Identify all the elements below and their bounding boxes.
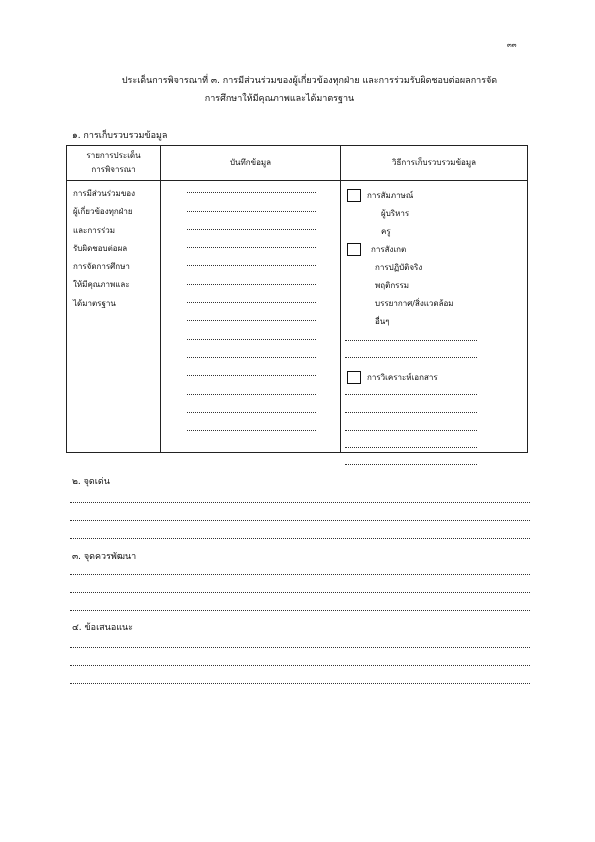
observe-item-environment: บรรยากาศ/สิ่งแวดล้อม [375, 299, 454, 308]
record-line-5[interactable] [187, 248, 316, 266]
record-line-9[interactable] [187, 321, 316, 339]
issue-cell [67, 181, 161, 453]
issue-header-line-1: รายการประเด็น [86, 151, 141, 160]
method-other-line-2[interactable] [345, 356, 477, 358]
interview-row [341, 187, 527, 205]
interview-checkbox[interactable] [347, 189, 361, 202]
method-column-header: วิธีการเก็บรวบรวมข้อมูล [341, 146, 528, 181]
method-cell [341, 181, 528, 453]
issue-header-line-2: การพิจารณา [91, 165, 136, 174]
record-line-3[interactable] [187, 212, 316, 230]
page-number: ๓๓ [507, 41, 517, 49]
document-checkbox[interactable] [347, 371, 361, 384]
record-line-6[interactable] [187, 266, 316, 284]
record-line-12[interactable] [187, 376, 316, 394]
interview-label: การสัมภาษณ์ [367, 191, 414, 200]
page-title-line-1: ประเด็นการพิจารณาที่ ๓. การมีส่วนร่วมของผู้เกี่ยวข้องทุกฝ่าย และการร่วมรับผิดชอบต่อผลการจัด [121, 76, 498, 86]
improvement-line-1[interactable] [70, 573, 530, 575]
record-line-4[interactable] [187, 230, 316, 248]
observe-item-behavior: พฤติกรรม [375, 281, 410, 290]
data-collection-table [66, 145, 528, 453]
issue-line: การมีส่วนร่วมของ [73, 189, 135, 198]
interview-item-executive: ผู้บริหาร [381, 209, 410, 218]
strengths-line-1[interactable] [70, 501, 530, 503]
method-other-line-1[interactable] [345, 339, 477, 341]
record-line-1[interactable] [187, 175, 316, 193]
section-3-heading: ๓. จุดควรพัฒนา [72, 552, 137, 562]
record-line-14[interactable] [187, 413, 316, 431]
strengths-line-2[interactable] [70, 519, 530, 521]
observe-label: การสังเกต [371, 245, 407, 254]
issue-column-header [67, 146, 161, 181]
interview-item-teacher: ครู [381, 227, 391, 236]
page-title-line-2: การศึกษาให้มีคุณภาพและได้มาตรฐาน [204, 94, 355, 104]
issue-line: และการร่วม [73, 225, 116, 235]
document-line-5[interactable] [345, 463, 477, 465]
record-line-10[interactable] [187, 340, 316, 358]
issue-line: ผู้เกี่ยวข้องทุกฝ่าย [73, 207, 133, 217]
section-4-heading: ๔. ข้อเสนอแนะ [72, 623, 134, 633]
issue-line: ได้มาตรฐาน [73, 298, 116, 308]
record-line-11[interactable] [187, 358, 316, 376]
suggestions-line-2[interactable] [70, 664, 530, 666]
document-row [341, 369, 527, 387]
strengths-line-3[interactable] [70, 537, 530, 539]
section-1-heading: ๑. การเก็บรวบรวมข้อมูล [72, 131, 168, 141]
document-line-2[interactable] [345, 411, 477, 413]
document-line-1[interactable] [345, 393, 477, 395]
suggestions-line-1[interactable] [70, 646, 530, 648]
issue-line: ให้มีคุณภาพและ [73, 280, 130, 290]
record-line-7[interactable] [187, 285, 316, 303]
improvement-line-3[interactable] [70, 609, 530, 611]
document-label: การวิเคราะห์เอกสาร [367, 373, 438, 382]
document-line-3[interactable] [345, 429, 477, 431]
document-line-4[interactable] [345, 446, 477, 448]
record-column-header: บันทึกข้อมูล [161, 146, 341, 181]
table-body-row [67, 181, 528, 453]
section-2-heading: ๒. จุดเด่น [72, 477, 110, 487]
improvement-line-2[interactable] [70, 591, 530, 593]
suggestions-line-3[interactable] [70, 682, 530, 684]
record-cell[interactable] [161, 181, 341, 453]
issue-line: รับผิดชอบต่อผล [73, 243, 128, 253]
observe-item-practice: การปฏิบัติจริง [375, 263, 423, 272]
record-line-13[interactable] [187, 395, 316, 413]
issue-line: การจัดการศึกษา [73, 262, 130, 272]
observe-item-other: อื่นๆ [375, 317, 390, 326]
observe-row [341, 241, 527, 259]
record-line-2[interactable] [187, 193, 316, 211]
observe-checkbox[interactable] [347, 243, 361, 256]
record-line-8[interactable] [187, 303, 316, 321]
